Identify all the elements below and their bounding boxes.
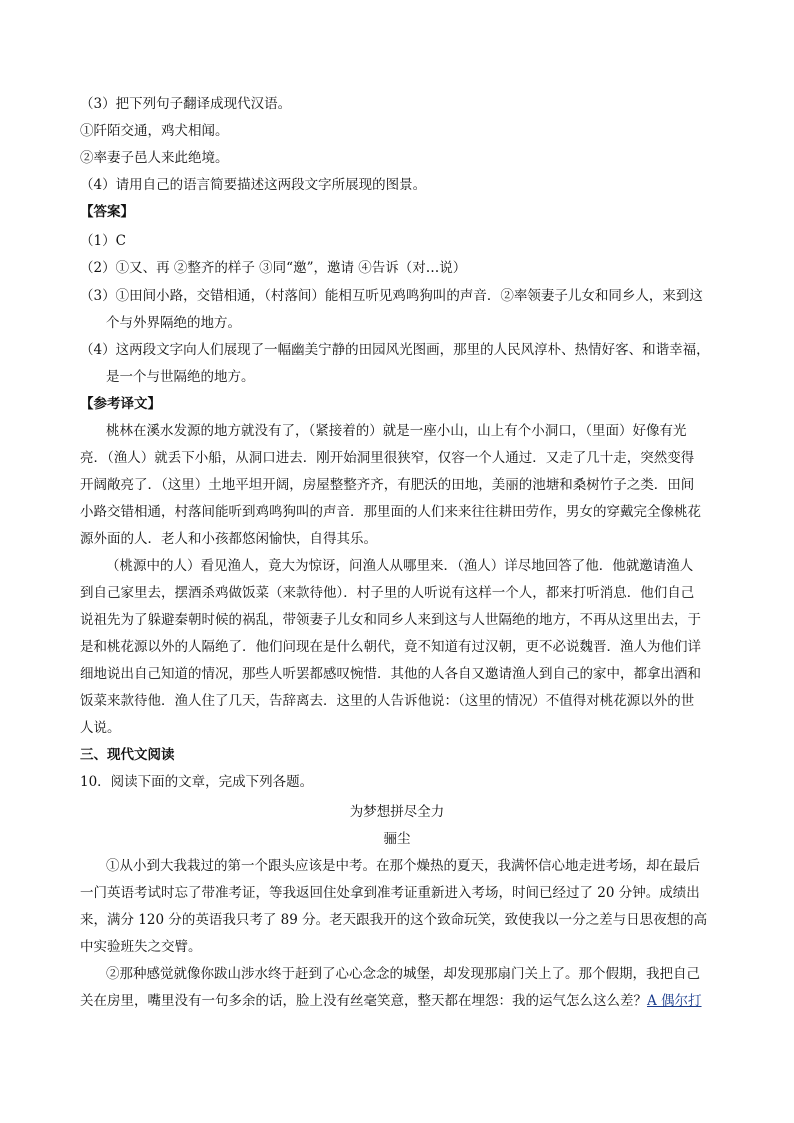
answer-3-line-1: （3）①田间小路，交错相通，（村落间）能相互听见鸡鸣狗叫的声音．②率领妻子儿女和同乡人，来到这 (80, 288, 703, 304)
translation-heading: 【参考译文】 (80, 396, 161, 412)
underlined-marker-a: A 偶尔打 (647, 993, 702, 1009)
article-p2-line: ②那种感觉就像你跋山涉水终于赶到了心心念念的城堡，却发现那扇门关上了。那个假期，我把自己 (106, 966, 700, 982)
answer-1: （1）C (80, 233, 126, 249)
translation-p2-line: 饭菜来款待他．渔人住了几天，告辞离去．这里的人告诉他说：（这里的情况）不值得对桃花源以外的世 (80, 693, 695, 709)
article-author: 骊尘 (383, 831, 411, 847)
question-3-item-2: ②率妻子邑人来此绝境。 (80, 150, 229, 166)
translation-p1-line: 桃林在溪水发源的地方就没有了，（紧接着的）就是一座小山，山上有个小洞口，（里面）好像有光 (106, 423, 687, 439)
translation-p2-line: （桃源中的人）看见渔人，竟大为惊讶，问渔人从哪里来．（渔人）详尽地回答了他．他就邀请渔人 (106, 558, 694, 574)
article-p1-line: 一门英语考试时忘了带准考证，等我返回住处拿到准考证重新进入考场，时间已经过了 20 分钟。成绩出 (80, 885, 700, 901)
translation-p2-line: 说祖先为了躲避秦朝时候的祸乱，带领妻子儿女和同乡人来到这与人世隔绝的地方，不再从这里出去，于 (80, 612, 701, 628)
translation-p2-line: 到自己家里去，摆酒杀鸡做饭菜（来款待他）．村子里的人听说有这样一个人，都来打听消息．他们自己 (80, 585, 695, 601)
translation-p2-line: 是和桃花源以外的人隔绝了．他们问现在是什么朝代，竟不知道有过汉朝，更不必说魏晋．渔人为他们详 (80, 639, 701, 655)
question-3: （3）把下列句子翻译成现代汉语。 (80, 96, 292, 112)
answer-3-line-2: 个与外界隔绝的地方。 (106, 315, 241, 331)
article-p2-text: 关在房里，嘴里没有一句多余的话，脸上没有丝毫笑意，整天都在埋怨：我的运气怎么这么差？ (80, 993, 647, 1009)
article-p2-line (80, 992, 702, 1010)
translation-p2-line: 细地说出自己知道的情况，那些人听罢都感叹惋惜．其他的人各自又邀请渔人到自己的家中，都拿出酒和 (80, 666, 701, 682)
section-3-heading: 三、现代文阅读 (80, 747, 175, 763)
article-p1-line: 中实验班失之交臂。 (80, 939, 202, 955)
question-3-item-1: ①阡陌交通，鸡犬相闻。 (80, 123, 229, 139)
question-10: 10．阅读下面的文章，完成下列各题。 (80, 774, 314, 790)
translation-p2-line: 人说。 (80, 720, 121, 736)
answer-4-line-2: 是一个与世隔绝的地方。 (106, 369, 255, 385)
answer-heading: 【答案】 (80, 204, 134, 220)
translation-p1-line: 源外面的人．老人和小孩都悠闲愉快，自得其乐。 (80, 531, 377, 547)
article-p1-line: ①从小到大我栽过的第一个跟头应该是中考。在那个燥热的夏天，我满怀信心地走进考场，却在最后 (106, 858, 700, 874)
question-4: （4）请用自己的语言简要描述这两段文字所展现的图景。 (80, 177, 427, 193)
answer-2: （2）①又、再 ②整齐的样子 ③同“邀”，邀请 ④告诉（对…说） (80, 260, 467, 276)
answer-4-line-1: （4）这两段文字向人们展现了一幅幽美宁静的田园风光图画，那里的人民风淳朴、热情好客、和谐幸福， (80, 342, 710, 358)
translation-p1-line: 小路交错相通，村落间能听到鸡鸣狗叫的声音．那里面的人们来来往往耕田劳作，男女的穿戴完全像桃花 (80, 504, 701, 520)
article-p1-line: 来，满分 120 分的英语我只考了 89 分。老天跟我开的这个致命玩笑，致使我以一分之差与日思夜想的高 (80, 912, 708, 928)
translation-p1-line: 亮．（渔人）就丢下小船，从洞口进去．刚开始洞里很狭窄，仅容一个人通过．又走了几十走，突然变得 (80, 450, 695, 466)
translation-p1-line: 开阔敞亮了．（这里）土地平坦开阔，房屋整整齐齐，有肥沃的田地，美丽的池塘和桑树竹子之类．田间 (80, 477, 695, 493)
article-title: 为梦想拼尽全力 (349, 804, 445, 820)
